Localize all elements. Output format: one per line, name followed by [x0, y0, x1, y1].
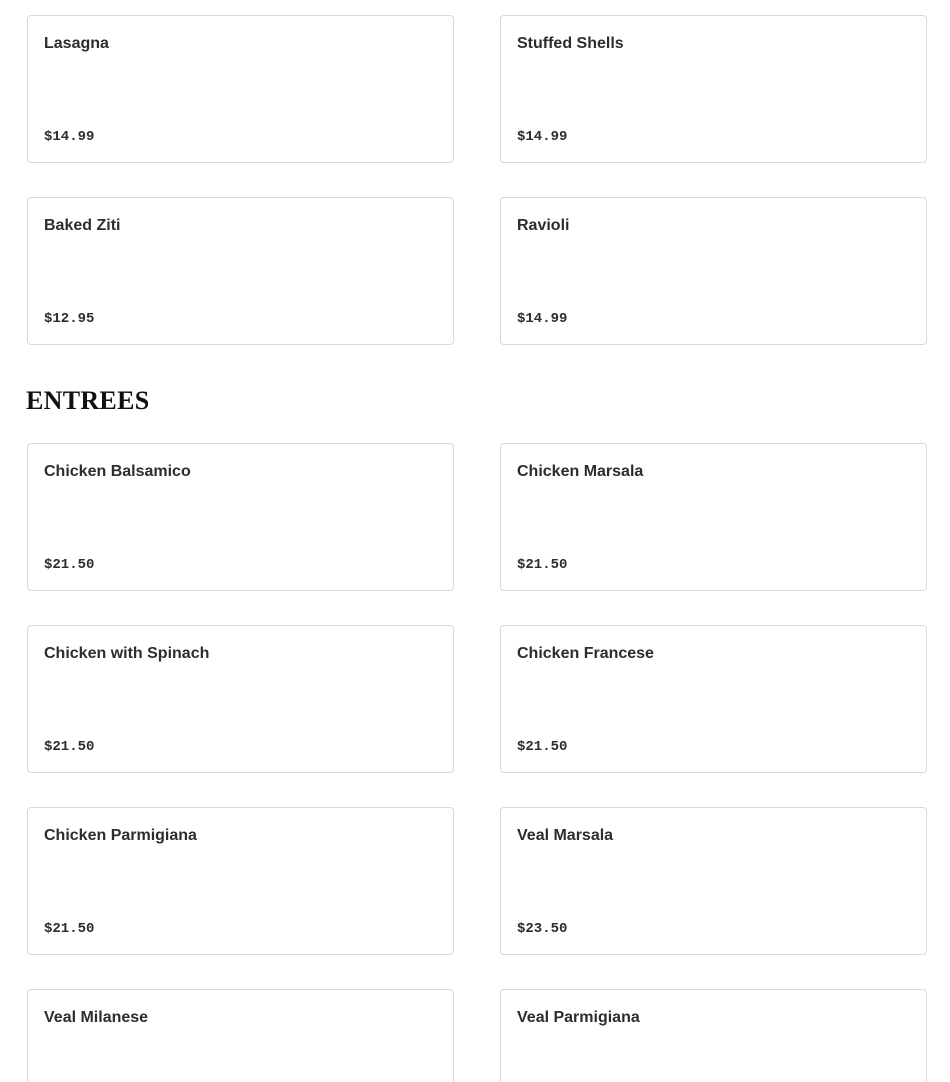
- menu-item-card[interactable]: [27, 625, 454, 773]
- menu-item-name: Stuffed Shells: [517, 35, 624, 52]
- menu-item-name: Veal Parmigiana: [517, 1009, 640, 1026]
- menu-item-card[interactable]: [27, 989, 454, 1082]
- menu-item-card[interactable]: [27, 443, 454, 591]
- menu-item-price: $23.50: [517, 921, 568, 937]
- menu-item-price: $21.50: [44, 557, 95, 573]
- menu-item-name: Chicken Marsala: [517, 463, 644, 480]
- menu-item-name: Chicken Francese: [517, 645, 654, 662]
- menu-item-name: Ravioli: [517, 217, 570, 234]
- menu-item-price: $21.50: [517, 557, 568, 573]
- menu-item-name: Chicken Balsamico: [44, 463, 191, 480]
- menu-item-name: Lasagna: [44, 35, 109, 52]
- menu-item-card[interactable]: [27, 197, 454, 345]
- section-heading-entrees: ENTREES: [26, 386, 150, 415]
- menu-item-price: $12.95: [44, 311, 95, 327]
- menu-item-card[interactable]: [500, 625, 927, 773]
- menu-item-price: $21.50: [517, 739, 568, 755]
- menu-item-card[interactable]: [27, 15, 454, 163]
- menu-item-card[interactable]: [500, 989, 927, 1082]
- menu-item-price: $21.50: [44, 739, 95, 755]
- menu-item-name: Baked Ziti: [44, 217, 121, 234]
- menu-item-name: Veal Marsala: [517, 827, 614, 844]
- menu-item-name: Chicken Parmigiana: [44, 827, 197, 844]
- menu-item-card[interactable]: [500, 15, 927, 163]
- menu-item-name: Veal Milanese: [44, 1009, 149, 1026]
- menu-item-price: $14.99: [44, 129, 95, 145]
- menu-item-card[interactable]: [27, 807, 454, 955]
- menu-item-price: $21.50: [44, 921, 95, 937]
- menu-item-price: $14.99: [517, 311, 568, 327]
- menu-item-card[interactable]: [500, 197, 927, 345]
- menu-item-name: Chicken with Spinach: [44, 645, 210, 662]
- menu-item-card[interactable]: [500, 807, 927, 955]
- menu-item-card[interactable]: [500, 443, 927, 591]
- menu-item-price: $14.99: [517, 129, 568, 145]
